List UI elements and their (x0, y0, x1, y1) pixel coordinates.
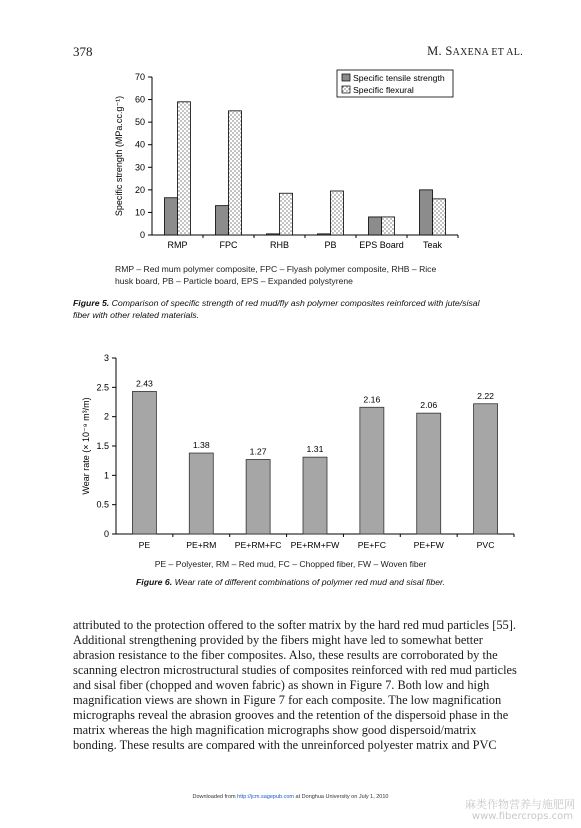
figure6-x-tick-label: PE+RM (186, 540, 217, 550)
figure6-abbrev-note: PE – Polyester, RM – Red mud, FC – Chopped fiber, FW – Woven fiber (154, 559, 427, 569)
watermark-chinese: 麻类作物营养与施肥网 (465, 798, 575, 811)
running-head-rest: AXENA ET AL. (452, 47, 523, 58)
figure6-caption (0, 576, 581, 588)
body-paragraph (73, 618, 523, 753)
figure6-x-tick-label: PE+FC (357, 540, 386, 550)
figure6-x-tick-label: PE (138, 540, 151, 550)
figure6-bar (132, 391, 156, 534)
running-head-initial: M. S (427, 44, 453, 58)
figure6-bar (474, 404, 498, 534)
figure6-y-tick-label: 1 (103, 470, 109, 481)
figure5-y-tick-label: 10 (134, 207, 145, 218)
footer-link[interactable]: http://jcm.sagepub.com (237, 794, 295, 800)
figure5-note-line1: RMP – Red mum polymer composite, FPC – Flyash polymer composite, RHB – Rice (115, 264, 437, 274)
figure6-bar (246, 459, 270, 534)
body-line: and sisal fiber (chopped and woven fabric) as shown in Figure 7. Both low and high (73, 678, 490, 692)
watermark-url: www.fibercrops.com (471, 811, 573, 822)
figure6-bar (189, 453, 213, 534)
body-line: abrasion resistance to the fiber composites. Also, these results are corroborated by the (73, 648, 498, 662)
body-line: scanning electron microstructural studies of composites reinforced with red mud particles (73, 663, 517, 677)
figure6-bar (303, 457, 327, 534)
figure5-x-tick-label: RMP (167, 240, 188, 250)
figure5-y-tick-label: 70 (134, 72, 145, 82)
figure6-caption-label: Figure 6. (135, 577, 173, 587)
figure6-y-axis-label: Wear rate (× 10⁻⁹ m³/m) (81, 397, 91, 495)
figure6-caption-text: Wear rate of different combinations of polymer red mud and sisal fiber. (172, 577, 446, 587)
figure5-y-tick-label: 50 (134, 117, 145, 128)
figure5-y-tick-label: 60 (134, 94, 145, 105)
body-line: matrix whereas the high magnification micrographs show good dispersoid/matrix (73, 723, 477, 737)
figure5-x-tick-label: FPC (219, 240, 238, 250)
figure5-legend-label-tensile: Specific tensile strength (353, 73, 445, 83)
figure5-caption-label: Figure 5. (73, 298, 110, 308)
figure6-data-label: 1.31 (306, 444, 324, 455)
page-number: 378 (73, 44, 93, 59)
figure6-y-tick-label: 1.5 (96, 441, 109, 451)
figure6-data-label: 2.16 (363, 394, 381, 405)
figure6-data-label: 2.43 (135, 378, 153, 389)
figure6-x-tick-label: PE+FW (413, 540, 444, 550)
body-line: magnification views are shown in Figure 7 for each composite. The low magnification (73, 693, 502, 707)
figure5-x-tick-label: PB (324, 240, 337, 250)
figure5-x-tick-label: Teak (422, 240, 443, 250)
figure5-y-tick-label: 20 (134, 184, 145, 195)
figure6-data-label: 1.27 (249, 446, 267, 457)
body-line: micrographs reveal the abrasion grooves and the retention of the dispersoid phase in the (73, 708, 509, 722)
figure6-y-tick-label: 2 (103, 411, 109, 422)
figure6-bar (417, 413, 441, 534)
figure6-data-label: 1.38 (192, 440, 210, 451)
figure5-y-tick-label: 40 (134, 139, 145, 150)
figure5-y-axis-label: Specific strength (MPa.cc.g⁻¹) (114, 95, 124, 217)
figure6-y-tick-label: 3 (103, 353, 109, 363)
figure6-y-tick-label: 0.5 (96, 499, 109, 510)
body-line: bonding. These results are compared with the unreinforced polyester matrix and PVC (73, 738, 497, 752)
footer-prefix: Downloaded from (192, 794, 238, 800)
figure5-y-tick-label: 30 (134, 162, 145, 173)
figure6-data-label: 2.22 (477, 390, 495, 401)
figure5-caption-line1: Comparison of specific strength of red mud/fly ash polymer composites reinforced with jute/sisal (109, 298, 480, 308)
body-line: Additional strengthening provided by the fibers might have led to somewhat better (73, 633, 483, 647)
figure6-bar (360, 407, 384, 534)
figure5-note-line2: husk board, PB – Particle board, EPS – Expanded polystyrene (115, 276, 353, 286)
figure6-y-tick-label: 2.5 (96, 382, 109, 393)
figure5-x-tick-label: EPS Board (359, 240, 404, 250)
body-line: attributed to the protection offered to the softer matrix by the hard red mud particles [55]. (73, 618, 516, 632)
figure6-data-label: 2.06 (420, 400, 438, 411)
figure6-x-tick-label: PE+RM+FW (290, 540, 340, 550)
figure6-y-tick-label: 0 (103, 529, 109, 539)
figure5-legend-label-flexural: Specific flexural (353, 85, 414, 95)
figure5-caption-line2: fiber with other related materials. (73, 310, 200, 320)
figure5-x-tick-label: RHB (269, 240, 290, 250)
figure5-y-tick-label: 0 (139, 230, 145, 240)
figure6-x-tick-label: PVC (476, 540, 495, 550)
figure6-x-tick-label: PE+RM+FC (234, 540, 282, 550)
footer-suffix: at Donghua University on July 1, 2010 (294, 794, 389, 800)
